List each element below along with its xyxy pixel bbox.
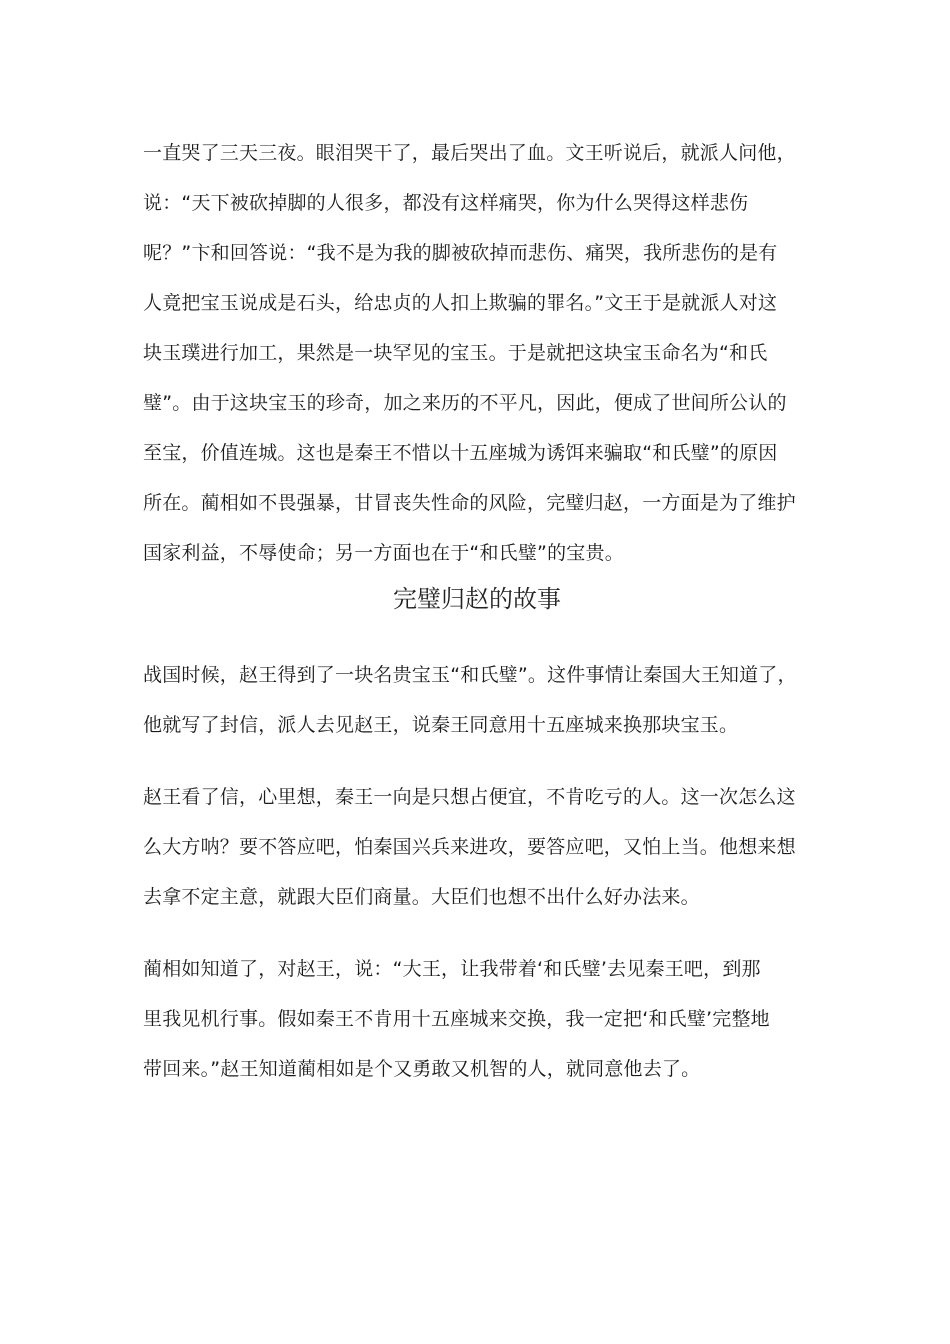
text-line: 说：“天下被砍掉脚的人很多，都没有这样痛哭，你为什么哭得这样悲伤 [143, 192, 749, 214]
text-line: 带回来。”赵王知道蔺相如是个又勇敢又机智的人，就同意他去了。 [143, 1058, 701, 1080]
text-line: 呢？”卞和回答说：“我不是为我的脚被砍掉而悲伤、痛哭，我所悲伤的是有 [143, 242, 778, 264]
intro-paragraph [143, 128, 811, 578]
text-line: 么大方呐？要不答应吧，怕秦国兴兵来进攻，要答应吧，又怕上当。他想来想 [143, 836, 796, 858]
story-paragraph-3 [143, 944, 811, 1094]
text-line: 国家利益，不辱使命；另一方面也在于“和氏璧”的宝贵。 [143, 542, 624, 564]
text-line: 去拿不定主意，就跟大臣们商量。大臣们也想不出什么好办法来。 [143, 886, 700, 908]
story-paragraph-2 [143, 772, 811, 922]
text-line: 人竟把宝玉说成是石头，给忠贞的人扣上欺骗的罪名。”文王于是就派人对这 [143, 292, 778, 314]
section-title: 完璧归赵的故事 [393, 585, 561, 613]
text-line: 至宝，价值连城。这也是秦王不惜以十五座城为诱饵来骗取“和氏璧”的原因 [143, 442, 778, 464]
spacer [143, 624, 811, 650]
document-body [143, 128, 811, 1094]
text-line: 一直哭了三天三夜。眼泪哭干了，最后哭出了血。文王听说后，就派人问他， [143, 142, 796, 164]
story-paragraph-1 [143, 650, 811, 750]
text-line: 蔺相如知道了，对赵王，说：“大王，让我带着‘和氏璧’去见秦王吧，到那 [143, 958, 761, 980]
text-line: 里我见机行事。假如秦王不肯用十五座城来交换，我一定把‘和氏璧’完整地 [143, 1008, 770, 1030]
text-line: 他就写了封信，派人去见赵王，说秦王同意用十五座城来换那块宝玉。 [143, 714, 739, 736]
text-line: 战国时候，赵王得到了一块名贵宝玉“和氏璧”。这件事情让秦国大王知道了， [143, 664, 797, 686]
text-line: 所在。蔺相如不畏强暴，甘冒丧失性命的风险，完璧归赵，一方面是为了维护 [143, 492, 796, 514]
spacer [143, 750, 811, 772]
text-line: 块玉璞进行加工，果然是一块罕见的宝玉。于是就把这块宝玉命名为“和氏 [143, 342, 768, 364]
spacer [143, 922, 811, 944]
text-line: 璧”。由于这块宝玉的珍奇，加之来历的不平凡，因此，便成了世间所公认的 [143, 392, 787, 414]
text-line: 赵王看了信，心里想，秦王一向是只想占便宜，不肯吃亏的人。这一次怎么这 [143, 786, 796, 808]
